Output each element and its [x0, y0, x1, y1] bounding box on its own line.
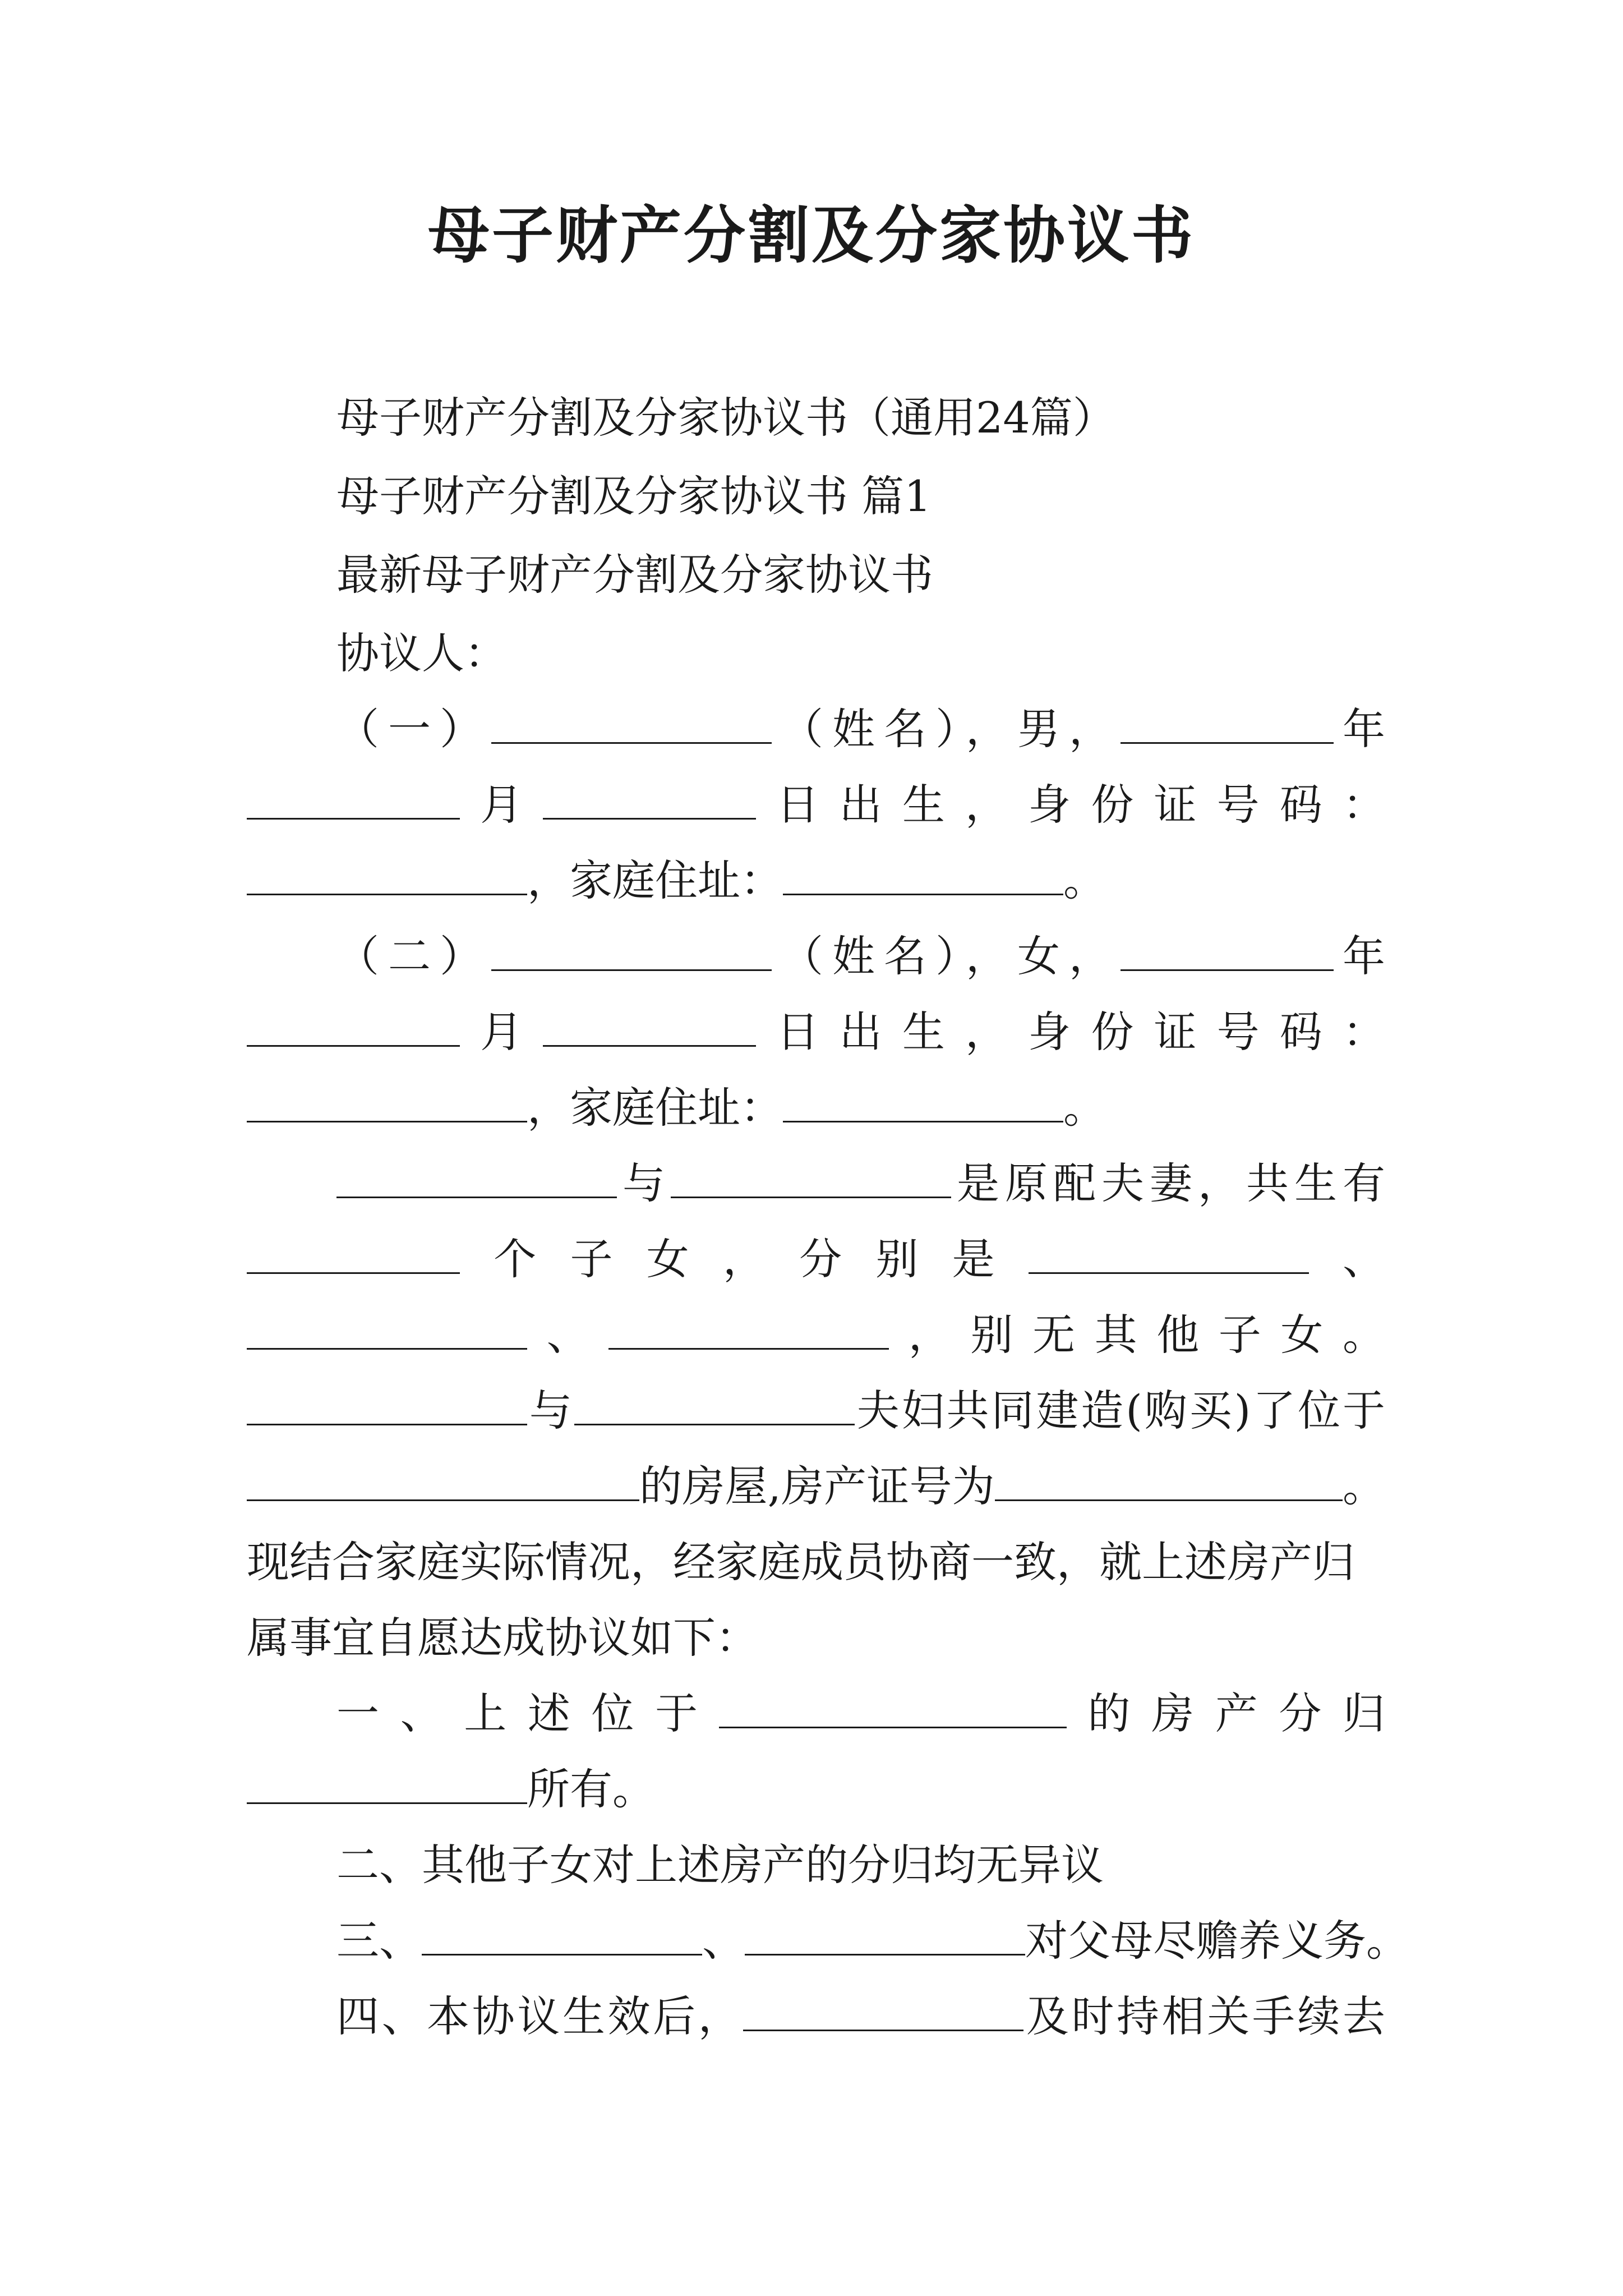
party1-name-label: （姓名），男， — [772, 704, 1121, 754]
party2-prefix: （二） — [336, 931, 491, 981]
party2-month-blank — [247, 1006, 460, 1047]
party1-born: 日出生，身份证号码： — [756, 780, 1386, 830]
party1-prefix: （一） — [336, 704, 491, 754]
clause1-line1 — [336, 1683, 1385, 1745]
owner1-blank — [247, 1384, 527, 1425]
children-sep-2: 、 — [527, 1310, 609, 1360]
children-count: 个子女，分别是 — [460, 1234, 1029, 1284]
clause4 — [336, 1986, 1385, 2047]
party1-name-blank — [491, 703, 772, 744]
party2-line3 — [247, 1077, 1385, 1139]
party1-line2 — [247, 774, 1385, 836]
party2-address-blank — [783, 1082, 1063, 1122]
owner2-blank — [574, 1384, 855, 1425]
party1-month-blank — [247, 779, 460, 820]
party2-year: 年 — [1334, 931, 1385, 981]
party1-day-blank — [543, 779, 756, 820]
clause3-blank2 — [745, 1915, 1025, 1955]
clause3-prefix: 三、 — [336, 1916, 422, 1966]
clause3 — [336, 1910, 1409, 1972]
clause1-location-blank — [719, 1687, 1067, 1728]
clause1-mid: 的房产分归 — [1066, 1688, 1386, 1738]
party1-id-blank — [247, 854, 527, 895]
location-blank — [247, 1460, 639, 1501]
party2-name-blank — [491, 930, 772, 971]
party2-born: 日出生，身份证号码： — [756, 1007, 1386, 1057]
clause3-end: 对父母尽赡养义务。 — [1025, 1916, 1409, 1966]
party1-line3 — [247, 850, 1385, 912]
subtitle: 母子财产分割及分家协议书（通用24篇） — [336, 393, 1115, 443]
clause1-prefix: 一、上述位于 — [336, 1688, 719, 1738]
clause4-end: 及时持相关手续去 — [1023, 1991, 1386, 2041]
marriage-end: 。 — [1342, 1461, 1385, 1511]
children-sep: 、 — [1308, 1234, 1386, 1284]
party2-month: 月 — [460, 1007, 543, 1057]
built-text: 夫妇共同建造(购买)了位于 — [854, 1386, 1385, 1435]
children-count-blank — [247, 1233, 460, 1274]
marriage-and: 与 — [617, 1158, 671, 1208]
clause3-sep: 、 — [702, 1916, 745, 1966]
party1-address-label: ，家庭住址： — [527, 855, 783, 905]
party2-line1 — [336, 926, 1385, 987]
document-title: 母子财产分割及分家协议书 — [428, 199, 1195, 272]
party2-id-blank — [247, 1082, 527, 1122]
party1-year: 年 — [1334, 704, 1385, 754]
clause3-blank1 — [422, 1915, 702, 1955]
party1-line1 — [336, 698, 1385, 760]
party1-year-blank — [1121, 703, 1334, 744]
clause1-end: 所有。 — [527, 1764, 655, 1814]
party1-month: 月 — [460, 780, 543, 830]
section-heading: 母子财产分割及分家协议书 篇1 — [336, 471, 932, 521]
party1-address-blank — [783, 854, 1063, 895]
clause2: 二、其他子女对上述房产的分归均无异议 — [336, 1840, 1104, 1890]
child1-blank — [1029, 1233, 1309, 1274]
marriage-line4 — [247, 1380, 1385, 1442]
clause4-blank — [743, 1990, 1023, 2031]
cert-number-blank — [995, 1460, 1343, 1501]
party2-line2 — [247, 1001, 1385, 1063]
marriage-line1 — [336, 1153, 1385, 1214]
negotiation-line1: 现结合家庭实际情况，经家庭成员协商一致，就上述房产归 — [247, 1537, 1355, 1587]
husband-blank — [336, 1157, 617, 1198]
marriage-line5 — [247, 1456, 1385, 1517]
clause1-owner-blank — [247, 1763, 527, 1804]
doc-heading: 最新母子财产分割及分家协议书 — [336, 550, 933, 600]
marriage-couple: 是原配夫妻，共生有 — [951, 1158, 1385, 1208]
house-cert-text: 的房屋,房产证号为 — [639, 1461, 995, 1511]
negotiation-line2: 属事宜自愿达成协议如下： — [247, 1613, 758, 1663]
clause4-prefix: 四、本协议生效后， — [336, 1991, 744, 2041]
child2-blank — [247, 1309, 527, 1350]
party2-year-blank — [1121, 930, 1334, 971]
owner-and: 与 — [527, 1386, 574, 1435]
child3-blank — [608, 1309, 889, 1350]
party2-address-label: ，家庭住址： — [527, 1083, 783, 1133]
party2-name-label: （姓名），女， — [772, 931, 1121, 981]
party1-end: 。 — [1063, 855, 1106, 905]
no-other-children: ，别无其他子女。 — [889, 1310, 1386, 1360]
clause1-line2 — [247, 1759, 1385, 1820]
party2-day-blank — [543, 1006, 756, 1047]
marriage-line2 — [247, 1228, 1385, 1290]
parties-label: 协议人： — [336, 628, 507, 678]
wife-blank — [671, 1157, 951, 1198]
marriage-line3 — [247, 1304, 1385, 1366]
party2-end: 。 — [1063, 1083, 1106, 1133]
